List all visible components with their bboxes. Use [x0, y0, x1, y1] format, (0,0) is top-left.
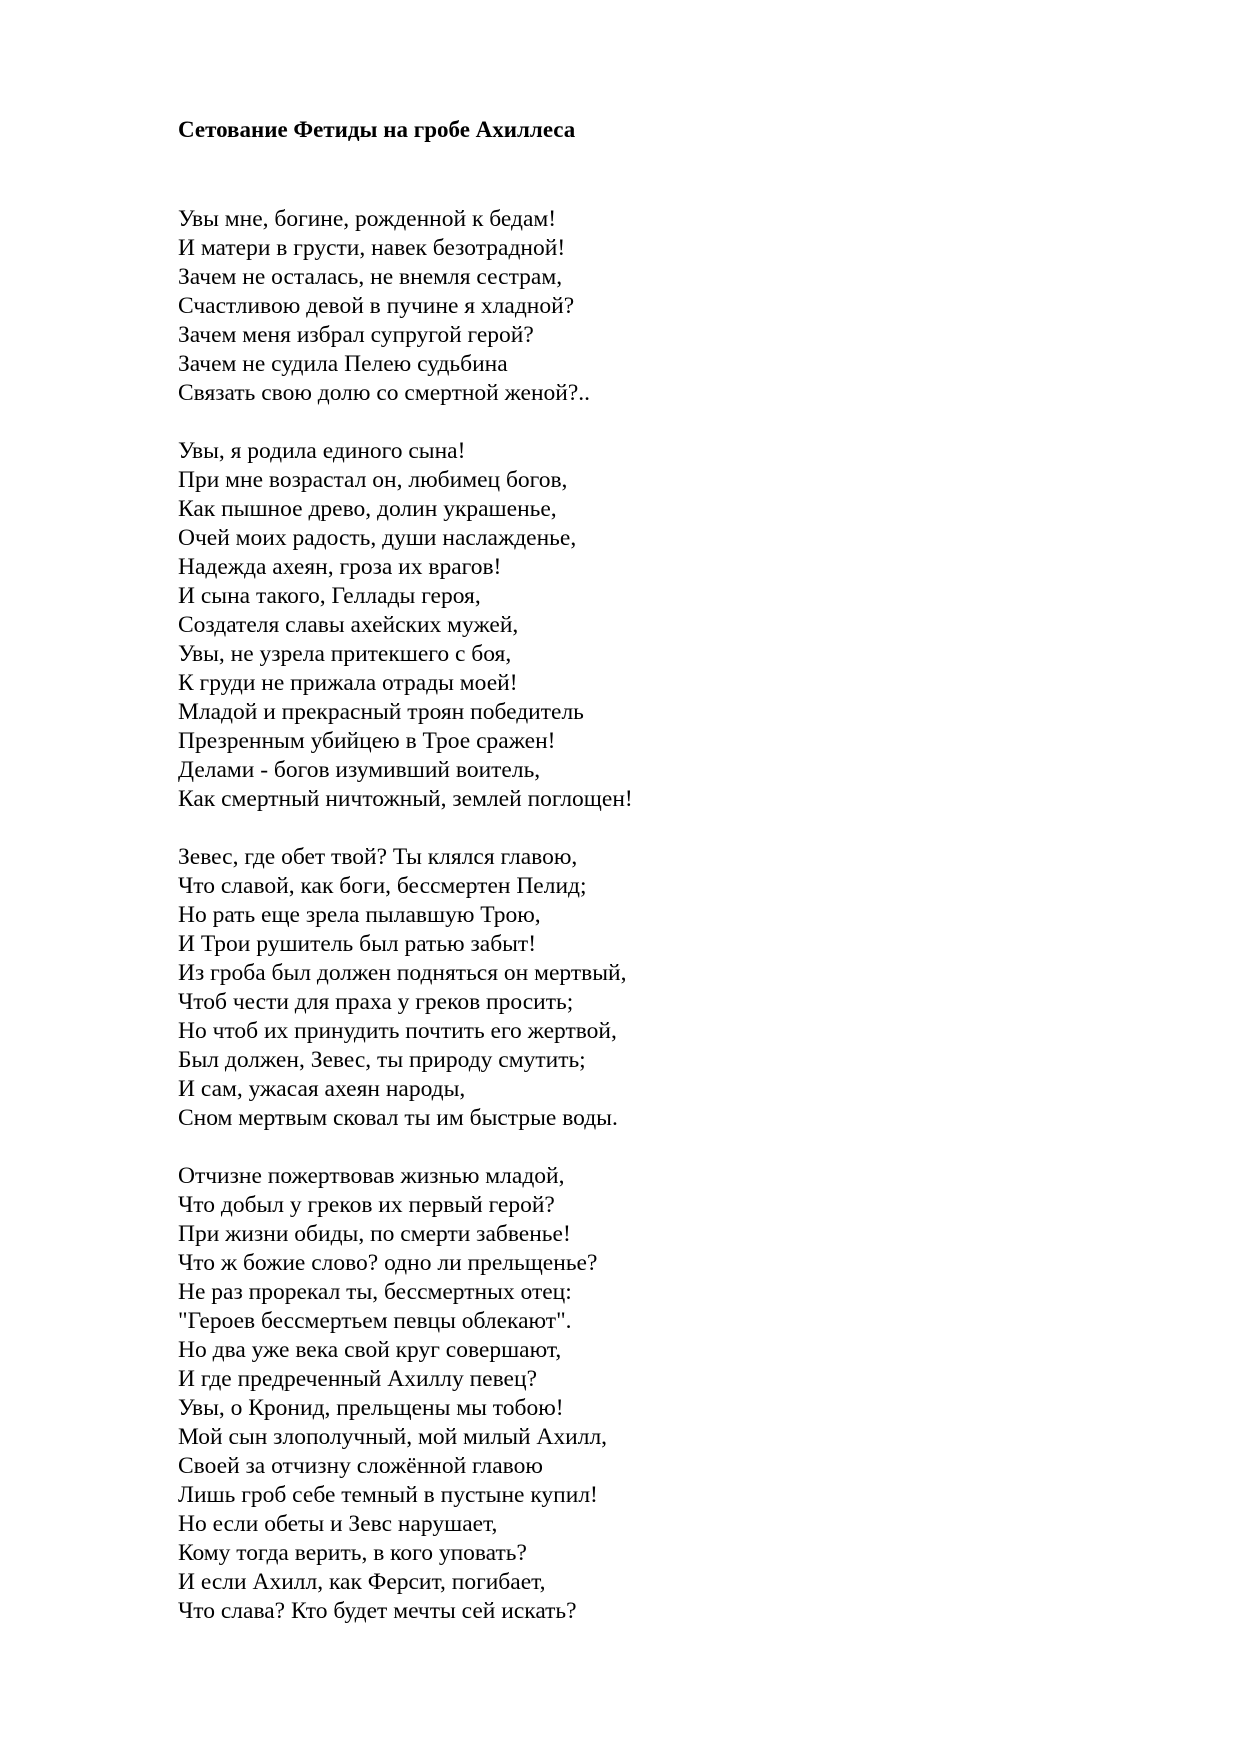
poem-line: При жизни обиды, по смерти забвенье! [178, 1221, 571, 1247]
poem-line: Зачем меня избрал супругой герой? [178, 322, 534, 348]
poem-line: Надежда ахеян, гроза их врагов! [178, 554, 502, 580]
poem-line: Своей за отчизну сложённой главою [178, 1453, 543, 1479]
stanza-2 [178, 437, 1178, 814]
poem-line: Не раз прорекал ты, бессмертных отец: [178, 1279, 572, 1305]
poem-line: Очей моих радость, души наслажденье, [178, 525, 577, 551]
poem-line: Делами - богов изумивший воитель, [178, 757, 541, 783]
poem-line: Отчизне пожертвовав жизнью младой, [178, 1163, 565, 1189]
poem-line: Что ж божие слово? одно ли прельщенье? [178, 1250, 598, 1276]
poem-line: И Трои рушитель был ратью забыт! [178, 931, 537, 957]
poem-line: И матери в грусти, навек безотрадной! [178, 235, 566, 261]
stanza-1 [178, 205, 1178, 408]
poem-line: Чтоб чести для праха у греков просить; [178, 989, 574, 1015]
poem-line: Сном мертвым сковал ты им быстрые воды. [178, 1105, 618, 1131]
poem-line: Связать свою долю со смертной женой?.. [178, 380, 591, 406]
poem-line: Но два уже века свой круг совершают, [178, 1337, 562, 1363]
poem-line: И сына такого, Геллады героя, [178, 583, 481, 609]
poem-line: Младой и прекрасный троян победитель [178, 699, 584, 725]
poem-title: Сетование Фетиды на гробе Ахиллеса [178, 117, 576, 142]
poem-line: При мне возрастал он, любимец богов, [178, 467, 568, 493]
poem-line: Увы, я родила единого сына! [178, 438, 466, 464]
stanza-4 [178, 1162, 1178, 1626]
poem-line: Что добыл у греков их первый герой? [178, 1192, 555, 1218]
poem-line: Что славой, как боги, бессмертен Пелид; [178, 873, 587, 899]
poem-line: Но чтоб их принудить почтить его жертвой, [178, 1018, 617, 1044]
poem-line: К груди не прижала отрады моей! [178, 670, 518, 696]
poem-line: Как смертный ничтожный, землей поглощен! [178, 786, 633, 812]
poem-line: Увы мне, богине, рожденной к бедам! [178, 206, 557, 232]
poem-line: И сам, ужасая ахеян народы, [178, 1076, 466, 1102]
poem-line: И где предреченный Ахиллу певец? [178, 1366, 537, 1392]
poem-line: Создателя славы ахейских мужей, [178, 612, 519, 638]
stanza-3 [178, 843, 1178, 1133]
poem-line: Счастливою девой в пучине я хладной? [178, 293, 575, 319]
poem-line: Но рать еще зрела пылавшую Трою, [178, 902, 541, 928]
poem-line: Но если обеты и Зевс нарушает, [178, 1511, 498, 1537]
poem-line: Презренным убийцею в Трое сражен! [178, 728, 556, 754]
poem-line: Из гроба был должен подняться он мертвый, [178, 960, 627, 986]
poem-line: "Героев бессмертьем певцы облекают". [178, 1308, 572, 1334]
poem-body [178, 205, 1178, 1655]
poem-line: Как пышное древо, долин украшенье, [178, 496, 557, 522]
poem-line: Зачем не судила Пелею судьбина [178, 351, 508, 377]
poem-line: Зачем не осталась, не внемля сестрам, [178, 264, 563, 290]
poem-line: Кому тогда верить, в кого уповать? [178, 1540, 527, 1566]
poem-line: Зевес, где обет твой? Ты клялся главою, [178, 844, 578, 870]
poem-line: Что слава? Кто будет мечты сей искать? [178, 1598, 577, 1624]
poem-line: Был должен, Зевес, ты природу смутить; [178, 1047, 586, 1073]
poem-line: Увы, о Кронид, прельщены мы тобою! [178, 1395, 564, 1421]
poem-line: Лишь гроб себе темный в пустыне купил! [178, 1482, 598, 1508]
poem-line: И если Ахилл, как Ферсит, погибает, [178, 1569, 546, 1595]
poem-line: Мой сын злополучный, мой милый Ахилл, [178, 1424, 608, 1450]
poem-line: Увы, не узрела притекшего с боя, [178, 641, 512, 667]
